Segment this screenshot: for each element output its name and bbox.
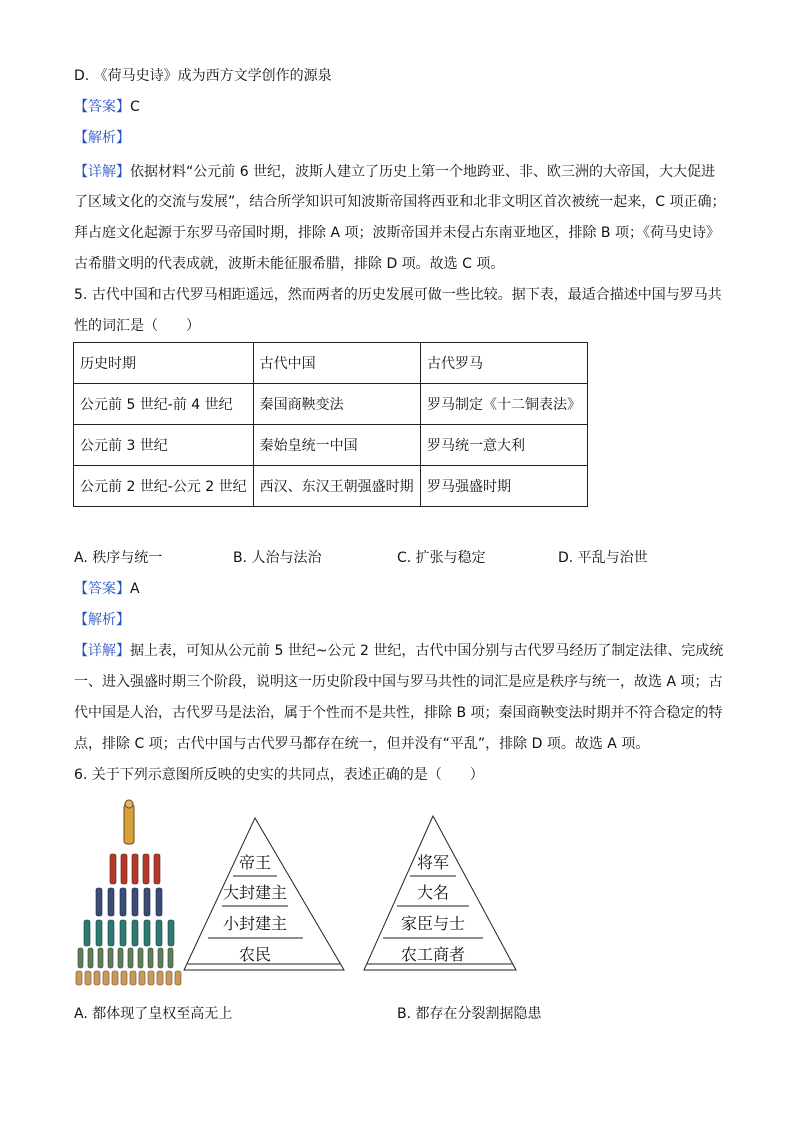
prev-detail-line-1 (74, 162, 715, 182)
table-header-row (74, 343, 588, 384)
table-cell: 秦始皇统一中国 (253, 425, 420, 466)
answer-value: C (130, 99, 140, 115)
analysis-tag: 【解析】 (74, 612, 130, 628)
pyramid-right-level-4: 农工商者 (400, 945, 466, 964)
table-cell: 公元前 3 世纪 (74, 425, 254, 466)
prev-detail-line-2: 了区域文化的交流与发展”，结合所学知识可知波斯帝国将西亚和北非文明区首次被统一起来，C 项正确； (74, 194, 726, 210)
table-header-cell: 古代中国 (253, 343, 420, 384)
prev-option-d: D. 《荷马史诗》成为西方文学创作的源泉 (74, 68, 332, 84)
table-row (74, 466, 588, 507)
detail-tag: 【详解】 (74, 643, 130, 659)
table-row (74, 384, 588, 425)
answer-tag: 【答案】 (74, 581, 130, 597)
q6-option-a: A. 都体现了皇权至高无上 (74, 1006, 233, 1022)
q5-stem-line-2: 性的词汇是（ ） (74, 318, 200, 334)
table-header-cell: 古代罗马 (421, 343, 588, 384)
q5-detail-line-2: 一、进入强盛时期三个阶段，说明这一历史阶段中国与罗马共性的词汇是应是秩序与统一，故选 A 项；古 (74, 674, 723, 690)
table-cell: 秦国商鞅变法 (253, 384, 420, 425)
table-cell: 罗马制定《十二铜表法》 (421, 384, 588, 425)
q6-figure (74, 798, 524, 997)
pyramid-right-level-1: 将军 (416, 853, 450, 872)
table-row (74, 425, 588, 466)
table-cell: 罗马统一意大利 (421, 425, 588, 466)
answer-tag: 【答案】 (74, 99, 130, 115)
q5-option-b: B. 人治与法治 (233, 550, 322, 566)
detail-text: 据上表，可知从公元前 5 世纪~公元 2 世纪，古代中国分别与古代罗马经历了制定法律、完成统 (130, 643, 724, 659)
detail-tag: 【详解】 (74, 164, 130, 180)
analysis-tag: 【解析】 (74, 130, 130, 146)
pyramid-left-level-4: 农民 (238, 945, 272, 964)
prev-detail-line-4: 古希腊文明的代表成就，波斯未能征服希腊，排除 D 项。故选 C 项。 (74, 256, 505, 272)
table-header-cell: 历史时期 (74, 343, 254, 384)
hierarchy-figure (74, 798, 524, 993)
q6-stem: 6. 关于下列示意图所反映的史实的共同点，表述正确的是（ ） (74, 767, 484, 783)
prev-answer-line (74, 97, 140, 117)
table-cell: 西汉、东汉王朝强盛时期 (253, 466, 420, 507)
table-cell: 公元前 5 世纪-前 4 世纪 (74, 384, 254, 425)
table-cell: 公元前 2 世纪-公元 2 世纪 (74, 466, 254, 507)
q5-stem-line-1: 5. 古代中国和古代罗马相距遥远，然而两者的历史发展可做一些比较。据下表，最适合描述中国与罗马共 (74, 287, 722, 303)
detail-text: 依据材料“公元前 6 世纪，波斯人建立了历史上第一个地跨亚、非、欧三洲的大帝国，大大促进 (130, 164, 716, 180)
q5-option-d: D. 平乱与治世 (558, 550, 648, 566)
q5-detail-line-3: 代中国是人治，古代罗马是法治，属于个性而不是共性，排除 B 项；秦国商鞅变法时期并不符合稳定的特 (74, 705, 723, 721)
pyramid-left-level-3: 小封建主 (222, 914, 288, 933)
q6-option-b: B. 都存在分裂割据隐患 (397, 1006, 542, 1022)
figurine-pyramid-illustration (76, 800, 181, 985)
q5-answer-line (74, 579, 140, 599)
pyramid-right-level-3: 家臣与士 (400, 914, 466, 933)
q5-option-a: A. 秩序与统一 (74, 550, 163, 566)
q5-detail-line-4: 点，排除 C 项；古代中国与古代罗马都存在统一，但并没有“平乱”，排除 D 项。故选 A 项。 (74, 736, 650, 752)
pyramid-right-level-2: 大名 (416, 883, 450, 902)
q5-option-c: C. 扩张与稳定 (397, 550, 486, 566)
pyramid-left-level-1: 帝王 (238, 853, 272, 872)
q5-detail-line-1 (74, 641, 723, 661)
table-cell: 罗马强盛时期 (421, 466, 588, 507)
q5-comparison-table (73, 342, 588, 507)
answer-value: A (130, 581, 140, 597)
pyramid-left-level-2: 大封建主 (222, 883, 288, 902)
prev-detail-line-3: 拜占庭文化起源于东罗马帝国时期，排除 A 项；波斯帝国并未侵占东南亚地区，排除 B 项；《荷马史诗》 (74, 225, 720, 241)
